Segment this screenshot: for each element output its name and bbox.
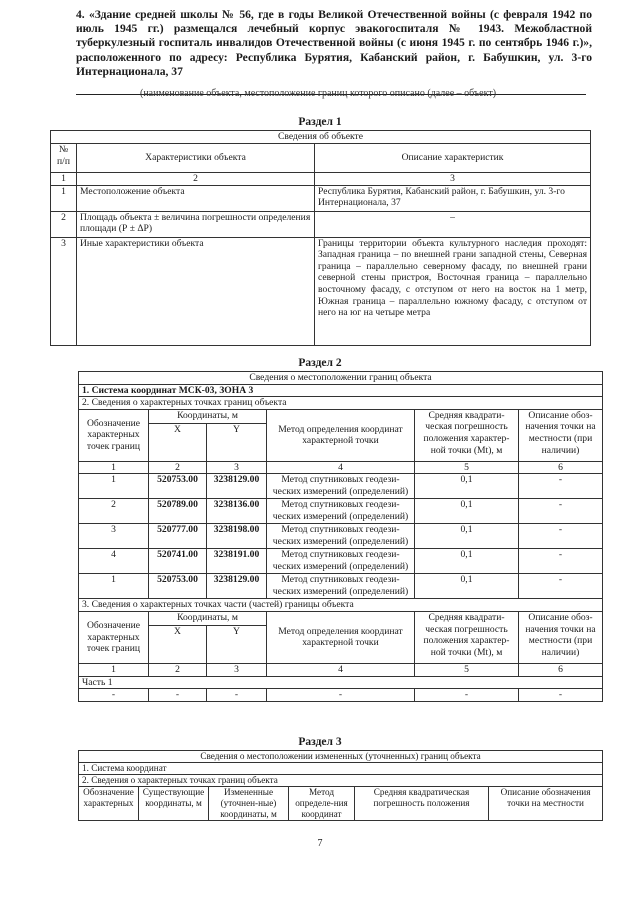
column-number: 4 xyxy=(267,663,415,676)
point-method: Метод спутниковых геодези-ческих измерений (определений) xyxy=(267,524,415,549)
section-3-title: Раздел 3 xyxy=(298,736,342,748)
section-1-table xyxy=(50,130,591,346)
header-existing-coordinates: Существующие координаты, м xyxy=(139,787,209,821)
point-method: Метод спутниковых геодези-ческих измерений (определений) xyxy=(267,474,415,499)
header-error: Средняя квадрати-ческая погрешность положения характер-ной точки (Мt), м xyxy=(415,611,519,663)
section-3-table xyxy=(78,750,603,821)
table-row xyxy=(79,574,603,599)
row-number: 2 xyxy=(51,211,77,237)
point-method: Метод спутниковых геодези-ческих измерений (определений) xyxy=(267,574,415,599)
header-point-description: Описание обоз-начения точки на местности (при наличии) xyxy=(519,611,603,663)
table-row xyxy=(79,524,603,549)
row-characteristic: Площадь объекта ± величина погрешности определения площади (Р ± ΔР) xyxy=(77,211,315,237)
point-method: Метод спутниковых геодези-ческих измерений (определений) xyxy=(267,549,415,574)
page-number: 7 xyxy=(317,838,323,849)
part-label: Часть 1 xyxy=(79,676,603,689)
header-x: X xyxy=(149,423,207,461)
header-designation: Обозначение характерных точек границ xyxy=(79,409,149,461)
header-designation: Обозначение характерных точек границ xyxy=(79,611,149,663)
table-row xyxy=(79,549,603,574)
table-row xyxy=(51,185,591,211)
point-y: 3238136.00 xyxy=(207,499,267,524)
point-error: 0,1 xyxy=(415,474,519,499)
column-number: 3 xyxy=(207,461,267,474)
point-description: - xyxy=(519,574,603,599)
empty-cell: - xyxy=(207,689,267,702)
empty-cell: - xyxy=(267,689,415,702)
row-number: 3 xyxy=(51,237,77,345)
column-number: 5 xyxy=(415,461,519,474)
empty-cell: - xyxy=(415,689,519,702)
section-2-table xyxy=(78,371,603,702)
header-error: Средняя квадрати-ческая погрешность положения характер-ной точки (Мt), м xyxy=(415,409,519,461)
point-error: 0,1 xyxy=(415,524,519,549)
point-description: - xyxy=(519,499,603,524)
point-y: 3238129.00 xyxy=(207,574,267,599)
row-number: 1 xyxy=(51,185,77,211)
section-2-title: Раздел 2 xyxy=(298,357,342,369)
row-characteristic: Иные характеристики объекта xyxy=(77,237,315,345)
section-1-band: Сведения об объекте xyxy=(51,131,591,144)
point-id: 3 xyxy=(79,524,149,549)
point-id: 1 xyxy=(79,474,149,499)
points-subtitle: 2. Сведения о характерных точках границ объекта xyxy=(79,775,603,787)
point-x: 520741.00 xyxy=(149,549,207,574)
empty-cell: - xyxy=(519,689,603,702)
point-x: 520777.00 xyxy=(149,524,207,549)
header-y: Y xyxy=(207,625,267,663)
header-y: Y xyxy=(207,423,267,461)
coordinate-system: 1. Система координат МСК-03, ЗОНА 3 xyxy=(79,384,603,397)
point-y: 3238198.00 xyxy=(207,524,267,549)
table-row xyxy=(79,499,603,524)
empty-cell: - xyxy=(79,689,149,702)
header-error: Средняя квадратическая погрешность положения xyxy=(355,787,489,821)
point-method: Метод спутниковых геодези-ческих измерений (определений) xyxy=(267,499,415,524)
point-id: 4 xyxy=(79,549,149,574)
points-subtitle: 2. Сведения о характерных точках границ объекта xyxy=(79,397,603,410)
header-x: X xyxy=(149,625,207,663)
row-description: Границы территории объекта культурного наследия проходят: Западная граница – по внешней грани западной стены, Северная граница – параллельно северному фасаду, по внешней грани северной стены пристроя, Восточная граница – параллельно восточному фасаду, с отступом от него на восток на 1 метр, Южная граница – параллельно южному фасаду, с отступом от него на юг на четыре метра xyxy=(315,237,591,345)
header-method: Метод определения координат характерной точки xyxy=(267,409,415,461)
point-x: 520753.00 xyxy=(149,574,207,599)
column-number: 2 xyxy=(149,461,207,474)
section-1-title: Раздел 1 xyxy=(298,116,342,128)
header-designation: Обозначение характерных xyxy=(79,787,139,821)
table-row xyxy=(79,474,603,499)
header-point-description: Описание обозначения точки на местности xyxy=(489,787,603,821)
point-y: 3238129.00 xyxy=(207,474,267,499)
point-error: 0,1 xyxy=(415,499,519,524)
column-number: 2 xyxy=(77,173,315,186)
header-coordinates: Координаты, м xyxy=(149,409,267,423)
object-caption: (наименование объекта, местоположение границ которого описано (далее – объект) xyxy=(140,88,497,99)
column-number: 5 xyxy=(415,663,519,676)
column-number: 3 xyxy=(207,663,267,676)
table-row xyxy=(79,689,603,702)
point-description: - xyxy=(519,474,603,499)
column-number: 4 xyxy=(267,461,415,474)
header-description: Описание характеристик xyxy=(315,144,591,173)
point-error: 0,1 xyxy=(415,549,519,574)
header-method: Метод определения координат характерной точки xyxy=(267,611,415,663)
parts-subtitle: 3. Сведения о характерных точках части (частей) границы объекта xyxy=(79,599,603,612)
point-y: 3238191.00 xyxy=(207,549,267,574)
coordinate-system: 1. Система координат xyxy=(79,763,603,775)
column-number: 1 xyxy=(79,461,149,474)
column-number: 2 xyxy=(149,663,207,676)
header-changed-coordinates: Измененные (уточнен-ные) координаты, м xyxy=(209,787,289,821)
point-description: - xyxy=(519,524,603,549)
header-coordinates: Координаты, м xyxy=(149,611,267,625)
point-id: 2 xyxy=(79,499,149,524)
row-characteristic: Местоположение объекта xyxy=(77,185,315,211)
object-heading: 4. «Здание средней школы № 56, где в годы Великой Отечественной войны (с февраля 1942 по июль 1945 гг.) размещался лечебный корпус эвакогоспиталя № 1943. Межобластной туберкулезный госпиталь инвалидов Отечественной войны (с июня 1945 г. по сентябрь 1946 г.)», расположенного по адресу: Республика Бурятия, Кабанский район, г. Бабушкин, ул. 3-го Интернационала, 37 xyxy=(76,8,592,78)
point-x: 520753.00 xyxy=(149,474,207,499)
header-number: № п/п xyxy=(51,144,77,173)
header-characteristic: Характеристики объекта xyxy=(77,144,315,173)
row-description: Республика Бурятия, Кабанский район, г. Бабушкин, ул. 3-го Интернационала, 37 xyxy=(315,185,591,211)
point-id: 1 xyxy=(79,574,149,599)
column-number: 3 xyxy=(315,173,591,186)
section-2-band: Сведения о местоположении границ объекта xyxy=(79,372,603,385)
table-row xyxy=(51,237,591,345)
point-error: 0,1 xyxy=(415,574,519,599)
column-number: 6 xyxy=(519,663,603,676)
column-number: 1 xyxy=(51,173,77,186)
point-description: - xyxy=(519,549,603,574)
empty-cell: - xyxy=(149,689,207,702)
header-method: Метод определе-ния координат xyxy=(289,787,355,821)
column-number: 1 xyxy=(79,663,149,676)
column-number: 6 xyxy=(519,461,603,474)
table-row xyxy=(51,211,591,237)
section-3-band: Сведения о местоположении измененных (уточненных) границ объекта xyxy=(79,751,603,763)
header-point-description: Описание обоз-начения точки на местности (при наличии) xyxy=(519,409,603,461)
point-x: 520789.00 xyxy=(149,499,207,524)
row-description: – xyxy=(315,211,591,237)
